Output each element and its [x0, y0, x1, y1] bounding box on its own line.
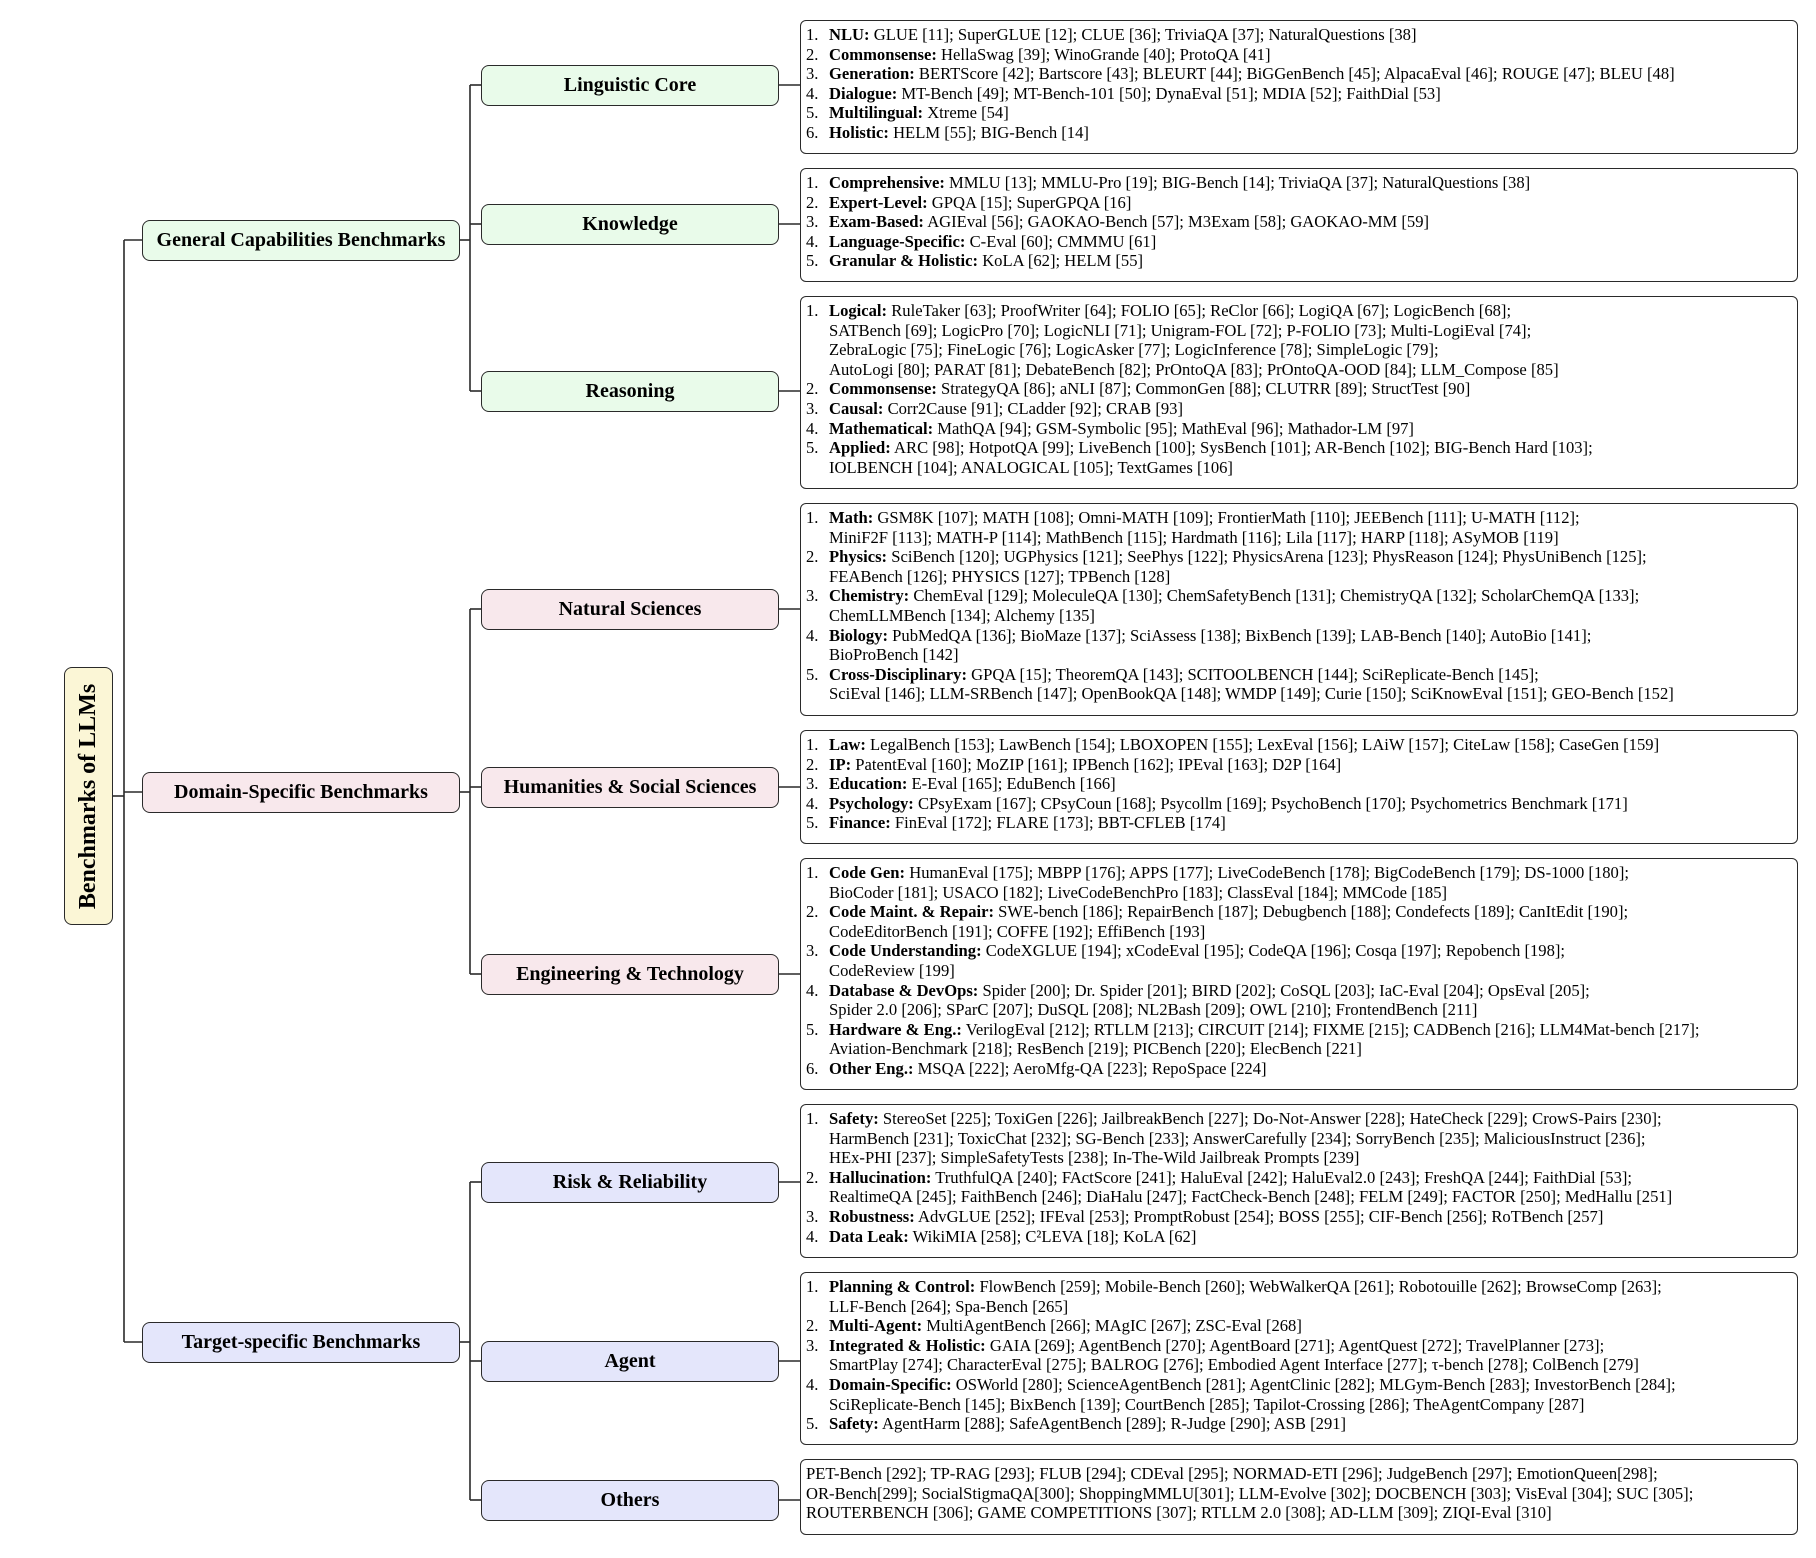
- item-benchmarks: C-Eval [60]; CMMMU [61]: [969, 231, 1157, 251]
- item-number: 3.: [806, 586, 819, 606]
- item-number: 4.: [806, 980, 819, 1000]
- item-number: 1.: [806, 25, 819, 44]
- benchmark-line: OR-Bench[299]; SocialStigmaQA[300]; ShoppingMMLU[301]; LLM-Evolve [302]; DOCBENCH [303]; VisEval [304]; SUC [305];: [806, 1483, 1694, 1503]
- item-number: 4.: [806, 231, 819, 251]
- benchmark-item: [806, 813, 1791, 833]
- benchmark-item: [806, 863, 1791, 902]
- sub-humanities-social-sciences: Humanities & Social Sciences: [481, 767, 779, 808]
- root-node: [64, 667, 113, 925]
- benchmark-item: [806, 123, 1791, 143]
- benchmark-item: [806, 1059, 1791, 1079]
- item-label: Dialogue:: [829, 83, 898, 103]
- item-number: 1.: [806, 1109, 819, 1128]
- item-number: 4.: [806, 793, 819, 813]
- item-number: 3.: [806, 212, 819, 232]
- item-label: Expert-Level:: [829, 192, 928, 212]
- benchmark-item: [806, 103, 1791, 123]
- benchmark-item: [806, 84, 1791, 104]
- benchmark-item: [806, 45, 1791, 65]
- root-label: Benchmarks of LLMs: [75, 683, 101, 909]
- item-benchmarks: SWE-bench [186]; RepairBench [187]; Debugbench [188]; Condefects [189]; CanItEdit [190];: [998, 902, 1629, 922]
- panel-natural-sciences: [800, 503, 1798, 716]
- benchmark-item: [806, 64, 1791, 84]
- benchmark-item: [806, 665, 1791, 704]
- sub-natural-sciences: Natural Sciences: [481, 589, 779, 630]
- item-number: 4.: [806, 625, 819, 645]
- item-benchmarks: HarmBench [231]; ToxicChat [232]; SG-Bench [233]; AnswerCarefully [234]; SorryBench [235]; MaliciousInstruct [236];: [829, 1128, 1646, 1148]
- item-number: 2.: [806, 547, 819, 567]
- item-label: Granular & Holistic:: [829, 251, 979, 271]
- item-benchmarks: CodeXGLUE [194]; xCodeEval [195]; CodeQA [196]; Cosqa [197]; Repobench [198];: [985, 941, 1566, 961]
- item-benchmarks: Xtreme [54]: [927, 103, 1009, 123]
- item-number: 1.: [806, 301, 819, 320]
- item-benchmarks: MathQA [94]; GSM-Symbolic [95]; MathEval [96]; Mathador-LM [97]: [937, 418, 1414, 438]
- panel-engineering-technology: [800, 858, 1798, 1090]
- benchmark-item: [806, 1109, 1791, 1168]
- benchmark-item: [806, 941, 1791, 980]
- benchmark-item: [806, 1336, 1791, 1375]
- item-label: Multilingual:: [829, 103, 924, 123]
- item-benchmarks: E-Eval [165]; EduBench [166]: [911, 774, 1116, 794]
- benchmark-item: [806, 626, 1791, 665]
- item-number: 2.: [806, 44, 819, 64]
- item-benchmarks: ZebraLogic [75]; FineLogic [76]; LogicAsker [77]; LogicInference [78]; SimpleLogic [79];: [829, 340, 1439, 360]
- sub-linguistic-core: Linguistic Core: [481, 65, 779, 106]
- benchmark-line: ROUTERBENCH [306]; GAME COMPETITIONS [307]; RTLLM 2.0 [308]; AD-LLM [309]; ZIQI-Eval [310]: [806, 1503, 1552, 1523]
- item-benchmarks: OSWorld [280]; ScienceAgentBench [281]; AgentClinic [282]; MLGym-Bench [283]; InvestorBench [284];: [955, 1374, 1676, 1394]
- item-benchmarks: CodeReview [199]: [829, 960, 955, 980]
- category-general-capabilities: General Capabilities Benchmarks: [142, 220, 460, 261]
- item-label: Psychology:: [829, 793, 914, 813]
- benchmark-item: [806, 438, 1791, 477]
- item-number: 5.: [806, 1414, 819, 1434]
- item-label: Applied:: [829, 438, 891, 458]
- item-number: 4.: [806, 1374, 819, 1394]
- item-number: 1.: [806, 508, 819, 527]
- item-benchmarks: Spider 2.0 [206]; SParC [207]; DuSQL [208]; NL2Bash [209]; OWL [210]; FrontendBench [211]: [829, 1000, 1478, 1020]
- benchmark-item: [806, 981, 1791, 1020]
- benchmark-item: [806, 755, 1791, 775]
- sub-risk-reliability: Risk & Reliability: [481, 1162, 779, 1203]
- item-number: 6.: [806, 1058, 819, 1078]
- benchmark-item: [806, 1414, 1791, 1434]
- item-number: 2.: [806, 902, 819, 922]
- item-benchmarks: HellaSwag [39]; WinoGrande [40]; ProtoQA [41]: [941, 44, 1271, 64]
- item-label: Commonsense:: [829, 44, 937, 64]
- item-benchmarks: StereoSet [225]; ToxiGen [226]; JailbreakBench [227]; Do-Not-Answer [228]; HateCheck [229]; CrowS-Pairs [230];: [882, 1109, 1662, 1128]
- panel-agent: [800, 1272, 1798, 1445]
- item-number: 4.: [806, 418, 819, 438]
- item-label: Other Eng.:: [829, 1058, 914, 1078]
- item-number: 4.: [806, 1226, 819, 1246]
- item-label: Physics:: [829, 547, 888, 567]
- item-label: Finance:: [829, 813, 891, 833]
- item-label: Planning & Control:: [829, 1277, 976, 1296]
- item-label: Database & DevOps:: [829, 980, 979, 1000]
- sub-knowledge: Knowledge: [481, 204, 779, 245]
- item-benchmarks: GPQA [15]; SuperGPQA [16]: [931, 192, 1132, 212]
- item-benchmarks: GLUE [11]; SuperGLUE [12]; CLUE [36]; TriviaQA [37]; NaturalQuestions [38]: [873, 25, 1417, 44]
- item-number: 3.: [806, 774, 819, 794]
- item-label: Code Gen:: [829, 863, 906, 882]
- item-benchmarks: IOLBENCH [104]; ANALOGICAL [105]; TextGames [106]: [829, 457, 1233, 477]
- item-benchmarks: LLF-Bench [264]; Spa-Bench [265]: [829, 1296, 1069, 1316]
- category-domain-specific: Domain-Specific Benchmarks: [142, 772, 460, 813]
- item-benchmarks: Aviation-Benchmark [218]; ResBench [219]; PICBench [220]; ElecBench [221]: [829, 1039, 1362, 1059]
- item-benchmarks: MultiAgentBench [266]; MAgIC [267]; ZSC-Eval [268]: [926, 1316, 1302, 1336]
- item-number: 3.: [806, 941, 819, 961]
- benchmark-item: [806, 1375, 1791, 1414]
- item-number: 1.: [806, 1277, 819, 1296]
- benchmark-item: [806, 794, 1791, 814]
- item-benchmarks: TruthfulQA [240]; FActScore [241]; HaluEval [242]; HaluEval2.0 [243]; FreshQA [244]; FaithDial [53];: [935, 1167, 1633, 1187]
- item-label: Domain-Specific:: [829, 1374, 952, 1394]
- benchmark-item: [806, 1227, 1791, 1247]
- item-number: 5.: [806, 438, 819, 458]
- item-benchmarks: MMLU [13]; MMLU-Pro [19]; BIG-Bench [14]; TriviaQA [37]; NaturalQuestions [38]: [949, 173, 1531, 192]
- item-benchmarks: GAIA [269]; AgentBench [270]; AgentBoard [271]; AgentQuest [272]; TravelPlanner [273];: [989, 1335, 1605, 1355]
- item-label: Exam-Based:: [829, 212, 924, 232]
- item-benchmarks: MSQA [222]; AeroMfg-QA [223]; RepoSpace [224]: [917, 1058, 1267, 1078]
- item-benchmarks: HELM [55]; BIG-Bench [14]: [893, 122, 1089, 142]
- item-benchmarks: RealtimeQA [245]; FaithBench [246]; DiaHalu [247]; FactCheck-Bench [248]; FELM [249]; FACTOR [250]; MedHallu [251]: [829, 1187, 1673, 1207]
- item-label: Chemistry:: [829, 586, 910, 606]
- item-number: 2.: [806, 754, 819, 774]
- benchmark-item: [806, 25, 1791, 45]
- item-number: 5.: [806, 813, 819, 833]
- benchmark-item: [806, 419, 1791, 439]
- item-benchmarks: Corr2Cause [91]; CLadder [92]; CRAB [93]: [887, 398, 1183, 418]
- benchmark-item: [806, 586, 1791, 625]
- panel-knowledge: [800, 168, 1798, 282]
- item-number: 1.: [806, 735, 819, 754]
- item-benchmarks: ChemEval [129]; MoleculeQA [130]; ChemSafetyBench [131]; ChemistryQA [132]; ScholarChemQA [133];: [913, 586, 1640, 606]
- item-number: 5.: [806, 251, 819, 271]
- item-number: 5.: [806, 664, 819, 684]
- item-benchmarks: SmartPlay [274]; CharacterEval [275]; BALROG [276]; Embodied Agent Interface [277]; τ-bench [278]; ColBench [279]: [829, 1355, 1639, 1375]
- item-label: Safety:: [829, 1109, 879, 1128]
- item-benchmarks: VerilogEval [212]; RTLLM [213]; CIRCUIT [214]; FIXME [215]; CADBench [216]; LLM4Mat-bench [217];: [965, 1019, 1700, 1039]
- item-benchmarks: BioProBench [142]: [829, 645, 959, 665]
- benchmark-item: [806, 1316, 1791, 1336]
- item-number: 1.: [806, 863, 819, 882]
- panel-reasoning: [800, 296, 1798, 489]
- item-label: Mathematical:: [829, 418, 934, 438]
- item-number: 6.: [806, 122, 819, 142]
- item-benchmarks: BioCoder [181]; USACO [182]; LiveCodeBenchPro [183]; ClassEval [184]; MMCode [185]: [829, 882, 1448, 902]
- item-benchmarks: MT-Bench [49]; MT-Bench-101 [50]; DynaEval [51]; MDIA [52]; FaithDial [53]: [901, 83, 1441, 103]
- item-benchmarks: SciReplicate-Bench [145]; BixBench [139]; CourtBench [285]; Tapilot-Crossing [286]; TheAgentCompany [287]: [829, 1394, 1585, 1414]
- benchmark-item: [806, 301, 1791, 379]
- item-benchmarks: MiniF2F [113]; MATH-P [114]; MathBench [115]; Hardmath [116]; Lila [117]; HARP [118]; ASyMOB [119]: [829, 527, 1559, 547]
- item-benchmarks: StrategyQA [86]; aNLI [87]; CommonGen [88]; CLUTRR [89]; StructTest [90]: [941, 379, 1471, 399]
- category-target-specific: Target-specific Benchmarks: [142, 1322, 460, 1363]
- benchmark-item: [806, 547, 1791, 586]
- item-number: 2.: [806, 192, 819, 212]
- item-label: Law:: [829, 735, 866, 754]
- benchmark-item: [806, 212, 1791, 232]
- sub-reasoning: Reasoning: [481, 371, 779, 412]
- item-label: Biology:: [829, 625, 889, 645]
- item-benchmarks: BERTScore [42]; Bartscore [43]; BLEURT [44]; BiGGenBench [45]; AlpacaEval [46]; ROUGE [47]; BLEU [48]: [918, 64, 1675, 84]
- item-label: Multi-Agent:: [829, 1316, 923, 1336]
- item-label: Holistic:: [829, 122, 889, 142]
- benchmark-item: [806, 774, 1791, 794]
- item-benchmarks: GSM8K [107]; MATH [108]; Omni-MATH [109]; FrontierMath [110]; JEEBench [111]; U-MATH [112];: [877, 508, 1580, 527]
- item-number: 3.: [806, 64, 819, 84]
- item-label: IP:: [829, 754, 852, 774]
- item-benchmarks: WikiMIA [258]; C²LEVA [18]; KoLA [62]: [912, 1226, 1197, 1246]
- sub-others: Others: [481, 1480, 779, 1521]
- benchmark-item: [806, 173, 1791, 193]
- item-benchmarks: LegalBench [153]; LawBench [154]; LBOXOPEN [155]; LexEval [156]; LAiW [157]; CiteLaw [158]; CaseGen [159]: [870, 735, 1660, 754]
- item-label: Hardware & Eng.:: [829, 1019, 962, 1039]
- item-number: 3.: [806, 1206, 819, 1226]
- benchmark-item: [806, 902, 1791, 941]
- item-number: 4.: [806, 83, 819, 103]
- item-benchmarks: AdvGLUE [252]; IFEval [253]; PromptRobust [254]; BOSS [255]; CIF-Bench [256]; RoTBench [257]: [918, 1206, 1604, 1226]
- item-benchmarks: HumanEval [175]; MBPP [176]; APPS [177]; LiveCodeBench [178]; BigCodeBench [179]; DS-1000 [180];: [909, 863, 1629, 882]
- item-benchmarks: FEABench [126]; PHYSICS [127]; TPBench [128]: [829, 566, 1171, 586]
- sub-engineering-technology: Engineering & Technology: [481, 954, 779, 995]
- item-number: 2.: [806, 1316, 819, 1336]
- benchmark-item: [806, 193, 1791, 213]
- panel-humanities-social-sciences: [800, 730, 1798, 844]
- item-label: NLU:: [829, 25, 870, 44]
- item-label: Data Leak:: [829, 1226, 909, 1246]
- item-label: Hallucination:: [829, 1167, 932, 1187]
- item-benchmarks: SciBench [120]; UGPhysics [121]; SeePhys [122]; PhysicsArena [123]; PhysReason [124]; PhysUniBench [125];: [891, 547, 1647, 567]
- item-benchmarks: CPsyExam [167]; CPsyCoun [168]; Psycollm [169]; PsychoBench [170]; Psychometrics Benchmark [171]: [917, 793, 1628, 813]
- item-benchmarks: ARC [98]; HotpotQA [99]; LiveBench [100]; SysBench [101]; AR-Bench [102]; BIG-Bench Hard [103];: [894, 438, 1593, 458]
- item-number: 2.: [806, 1167, 819, 1187]
- item-label: Robustness:: [829, 1206, 915, 1226]
- item-label: Code Maint. & Repair:: [829, 902, 994, 922]
- item-benchmarks: CodeEditorBench [191]; COFFE [192]; EffiBench [193]: [829, 921, 1206, 941]
- item-label: Logical:: [829, 301, 888, 320]
- item-benchmarks: PatentEval [160]; MoZIP [161]; IPBench [162]; IPEval [163]; D2P [164]: [855, 754, 1342, 774]
- item-label: Generation:: [829, 64, 915, 84]
- item-number: 5.: [806, 103, 819, 123]
- item-benchmarks: AgentHarm [288]; SafeAgentBench [289]; R-Judge [290]; ASB [291]: [882, 1414, 1347, 1434]
- benchmark-item: [806, 1207, 1791, 1227]
- item-number: 5.: [806, 1019, 819, 1039]
- item-label: Integrated & Holistic:: [829, 1335, 986, 1355]
- item-benchmarks: PubMedQA [136]; BioMaze [137]; SciAssess [138]; BixBench [139]; LAB-Bench [140]; AutoBio [141];: [892, 625, 1592, 645]
- item-number: 3.: [806, 1335, 819, 1355]
- item-label: Code Understanding:: [829, 941, 982, 961]
- item-label: Math:: [829, 508, 874, 527]
- benchmark-item: [806, 1168, 1791, 1207]
- item-number: 1.: [806, 173, 819, 192]
- item-label: Comprehensive:: [829, 173, 945, 192]
- item-benchmarks: AutoLogi [80]; PARAT [81]; DebateBench [82]; PrOntoQA [83]; PrOntoQA-OOD [84]; LLM_Compose [85]: [829, 359, 1559, 379]
- item-number: 2.: [806, 379, 819, 399]
- benchmark-item: [806, 1277, 1791, 1316]
- item-benchmarks: ChemLLMBench [134]; Alchemy [135]: [829, 605, 1095, 625]
- benchmark-item: [806, 1020, 1791, 1059]
- benchmark-item: [806, 508, 1791, 547]
- item-benchmarks: HEx-PHI [237]; SimpleSafetyTests [238]; In-The-Wild Jailbreak Prompts [239]: [829, 1148, 1360, 1168]
- item-benchmarks: RuleTaker [63]; ProofWriter [64]; FOLIO [65]; ReClor [66]; LogiQA [67]; LogicBench [68];: [891, 301, 1512, 320]
- item-benchmarks: GPQA [15]; TheoremQA [143]; SCITOOLBENCH [144]; SciReplicate-Bench [145];: [971, 664, 1539, 684]
- item-benchmarks: SciEval [146]; LLM-SRBench [147]; OpenBookQA [148]; WMDP [149]; Curie [150]; SciKnowEval [151]; GEO-Bench [152]: [829, 684, 1674, 704]
- item-benchmarks: AGIEval [56]; GAOKAO-Bench [57]; M3Exam [58]; GAOKAO-MM [59]: [927, 212, 1430, 232]
- benchmark-item: [806, 735, 1791, 755]
- item-benchmarks: FlowBench [259]; Mobile-Bench [260]; WebWalkerQA [261]; Robotouille [262]; BrowseComp [263];: [979, 1277, 1662, 1296]
- panel-risk-reliability: [800, 1104, 1798, 1258]
- item-label: Causal:: [829, 398, 884, 418]
- item-label: Language-Specific:: [829, 231, 966, 251]
- item-label: Cross-Disciplinary:: [829, 664, 967, 684]
- item-label: Education:: [829, 774, 908, 794]
- item-number: 3.: [806, 398, 819, 418]
- panel-others: [800, 1459, 1798, 1535]
- benchmark-item: [806, 232, 1791, 252]
- item-benchmarks: Spider [200]; Dr. Spider [201]; BIRD [202]; CoSQL [203]; IaC-Eval [204]; OpsEval [205];: [982, 980, 1590, 1000]
- benchmark-item: [806, 399, 1791, 419]
- item-benchmarks: SATBench [69]; LogicPro [70]; LogicNLI [71]; Unigram-FOL [72]; P-FOLIO [73]; Multi-LogiEval [74];: [829, 320, 1532, 340]
- benchmark-item: [806, 379, 1791, 399]
- benchmark-line: PET-Bench [292]; TP-RAG [293]; FLUB [294]; CDEval [295]; NORMAD-ETI [296]; JudgeBench [297]; EmotionQueen[298];: [806, 1464, 1658, 1483]
- item-benchmarks: FinEval [172]; FLARE [173]; BBT-CFLEB [174]: [894, 813, 1226, 833]
- item-benchmarks: KoLA [62]; HELM [55]: [982, 251, 1144, 271]
- item-label: Safety:: [829, 1414, 879, 1434]
- panel-linguistic-core: [800, 20, 1798, 154]
- benchmark-item: [806, 251, 1791, 271]
- sub-agent: Agent: [481, 1341, 779, 1382]
- item-label: Commonsense:: [829, 379, 937, 399]
